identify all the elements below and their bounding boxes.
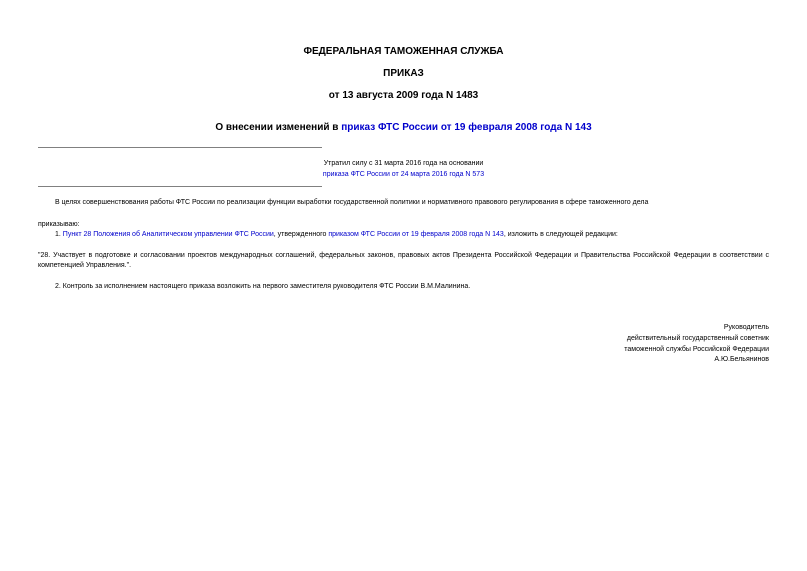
document-type: ПРИКАЗ: [383, 68, 424, 79]
title-amended-order-link[interactable]: приказ ФТС России от 19 февраля 2008 года N 143: [341, 122, 592, 133]
title-prefix: О внесении изменений в: [215, 122, 342, 133]
item-1-text-end: , изложить в следующей редакции:: [503, 231, 618, 238]
regulation-clause-link[interactable]: Пункт 28 Положения об Аналитическом управлении ФТС России: [62, 231, 274, 238]
status-divider-top: [38, 147, 322, 148]
status-divider-bottom: [38, 186, 322, 187]
repealing-order-link[interactable]: приказа ФТС России от 24 марта 2016 года N 573: [322, 171, 485, 178]
approving-order-link[interactable]: приказом ФТС России от 19 февраля 2008 года N 143: [328, 231, 504, 238]
item-1-text: , утвержденного: [273, 231, 329, 238]
signature-name: А.Ю.Бельянинов: [714, 356, 769, 363]
status-note-link-line: [0, 170, 807, 180]
item-1-paragraph: [55, 230, 618, 240]
signature-position: Руководитель: [723, 324, 769, 331]
new-wording-paragraph: "28. Участвует в подготовке и согласовании проектов международных соглашений, федеральных законов, правовых актов Президента Российской Федерации и Правительства Российской Федерации в соответствии с компетенцией Управления.".: [38, 252, 769, 269]
intro-paragraph: В целях совершенствования работы ФТС России по реализации функции выработки государственной политики и нормативного правового регулирования в сфере таможенного дела: [55, 199, 649, 206]
item-2-paragraph: 2. Контроль за исполнением настоящего приказа возложить на первого заместителя руководителя ФТС России В.М.Малинина.: [55, 283, 471, 290]
signature-rank-service: таможенной службы Российской Федерации: [624, 346, 769, 353]
order-word: приказываю:: [38, 221, 80, 228]
document-title: [0, 122, 807, 133]
document-date-number: от 13 августа 2009 года N 1483: [328, 90, 479, 101]
status-note: Утратил силу с 31 марта 2016 года на основании: [323, 160, 484, 167]
signature-rank: действительный государственный советник: [626, 335, 769, 342]
agency-name: ФЕДЕРАЛЬНАЯ ТАМОЖЕННАЯ СЛУЖБА: [303, 46, 504, 57]
item-1-number: 1.: [55, 231, 63, 238]
